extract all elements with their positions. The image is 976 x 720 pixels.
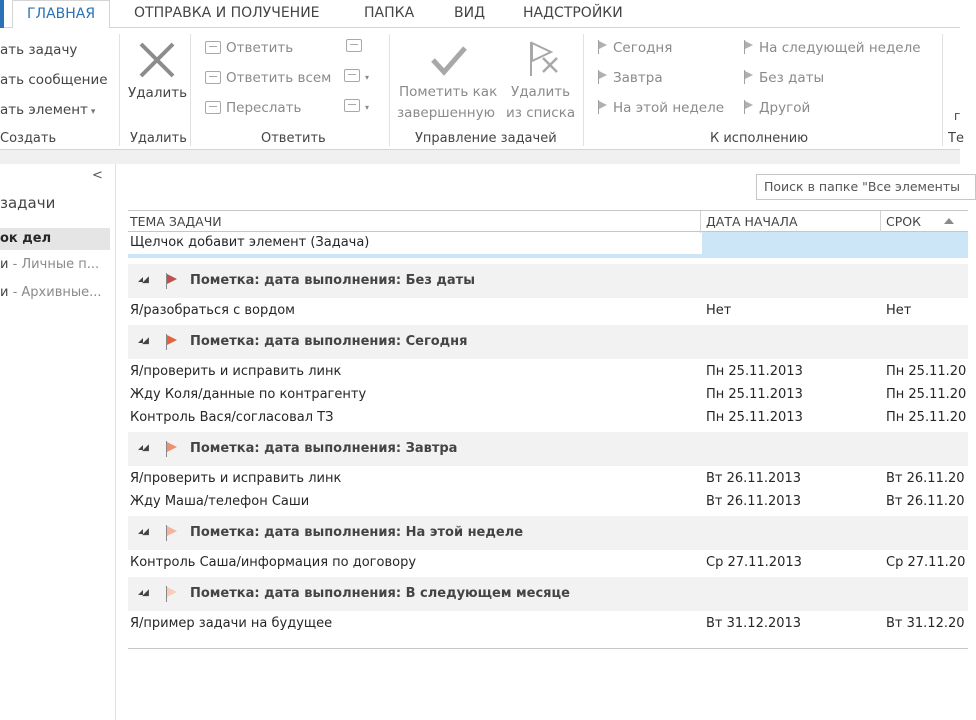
dropdown-arrow-icon: ▾ xyxy=(365,103,370,112)
checkmark-icon[interactable] xyxy=(429,42,469,78)
task-row[interactable] xyxy=(128,407,968,430)
group-label-manage: Управление задачей xyxy=(415,131,557,146)
column-header-subject[interactable]: ТЕМА ЗАДАЧИ xyxy=(130,214,222,229)
flag-icon xyxy=(166,525,178,541)
task-row[interactable] xyxy=(128,613,968,636)
ribbon-tab-bar xyxy=(0,0,960,28)
group-title: Пометка: дата выполнения: Без даты xyxy=(190,273,475,288)
followup-next-week-label: На следующей неделе xyxy=(759,40,921,56)
flag-icon xyxy=(598,40,608,54)
followup-next-week[interactable] xyxy=(744,40,921,56)
flag-icon xyxy=(166,334,178,350)
followup-custom-label: Другой xyxy=(759,100,811,116)
folder-pane-title xyxy=(0,194,55,212)
meeting-icon[interactable] xyxy=(346,38,367,54)
new-task-prompt: Щелчок добавит элемент (Задача) xyxy=(130,235,370,250)
task-row[interactable] xyxy=(128,491,968,514)
new-task-row[interactable] xyxy=(128,232,968,254)
new-task-underline xyxy=(128,254,968,258)
group-title: Пометка: дата выполнения: Сегодня xyxy=(190,334,468,349)
reply-all-button[interactable] xyxy=(205,70,331,86)
task-due: Вт 26.11.20 xyxy=(886,471,965,486)
list-bottom-border xyxy=(128,648,968,649)
task-row[interactable] xyxy=(128,552,968,575)
task-row[interactable] xyxy=(128,468,968,491)
task-subject: Жду Маша/телефон Саши xyxy=(130,494,310,509)
reply-all-icon xyxy=(205,71,221,84)
task-subject: Я/проверить и исправить линк xyxy=(130,471,342,486)
followup-no-date-label: Без даты xyxy=(759,70,825,86)
new-task-button[interactable]: ать задачу xyxy=(0,42,78,58)
column-separator[interactable] xyxy=(880,211,881,233)
nav-item-sub: - Архивные... xyxy=(8,285,102,300)
nav-item-sub: - Личные п... xyxy=(8,257,100,272)
search-placeholder: Поиск в папке "Все элементы xyxy=(764,179,960,194)
forward-label: Переслать xyxy=(226,100,302,116)
folder-pane-title-text: задачи xyxy=(0,194,56,212)
followup-this-week-label: На этой неделе xyxy=(613,100,725,116)
task-start: Пн 25.11.2013 xyxy=(706,387,803,402)
nav-item-main: и xyxy=(0,285,9,300)
task-subject: Контроль Саша/информация по договору xyxy=(130,555,417,570)
remove-from-list-line2[interactable]: из списка xyxy=(506,105,576,121)
flag-icon xyxy=(166,586,178,602)
cut-off-label: г xyxy=(954,109,961,123)
tab-addins[interactable]: НАДСТРОЙКИ xyxy=(523,5,623,21)
group-separator xyxy=(190,34,191,146)
task-row[interactable] xyxy=(128,384,968,407)
followup-today[interactable] xyxy=(598,40,672,56)
group-separator xyxy=(583,34,584,146)
delete-button[interactable]: Удалить xyxy=(128,85,188,101)
im-icon[interactable] xyxy=(344,68,369,86)
group-title: Пометка: дата выполнения: На этой неделе xyxy=(190,525,524,540)
search-input[interactable] xyxy=(756,174,976,200)
task-due: Ср 27.11.20 xyxy=(886,555,966,570)
remove-flag-icon[interactable] xyxy=(525,40,561,78)
task-due: Пн 25.11.20 xyxy=(886,387,967,402)
group-header[interactable]: ◢ Пометка: дата выполнения: Завтра xyxy=(128,432,968,466)
delete-x-icon[interactable] xyxy=(137,40,177,80)
more-icon xyxy=(344,99,360,112)
remove-from-list-line1[interactable]: Удалить xyxy=(511,84,571,100)
reply-label: Ответить xyxy=(226,40,294,56)
flag-icon xyxy=(598,70,608,84)
flag-icon xyxy=(166,441,178,457)
task-row[interactable] xyxy=(128,361,968,384)
new-items-button[interactable] xyxy=(0,102,95,120)
reply-button[interactable] xyxy=(205,40,293,56)
tab-view[interactable]: ВИД xyxy=(454,5,486,21)
group-header[interactable]: ◢ Пометка: дата выполнения: Сегодня xyxy=(128,325,968,359)
meeting-grid-icon xyxy=(346,39,362,52)
im-bubble-icon xyxy=(344,69,360,82)
nav-item-main: и xyxy=(0,257,9,272)
nav-item-tasks-personal[interactable] xyxy=(0,254,110,276)
group-header[interactable]: ◢ Пометка: дата выполнения: В следующем месяце xyxy=(128,577,968,611)
task-start: Нет xyxy=(706,303,732,318)
task-start: Вт 26.11.2013 xyxy=(706,471,802,486)
new-email-button[interactable]: ать сообщение xyxy=(0,72,108,88)
group-header[interactable]: ◢ Пометка: дата выполнения: На этой неделе xyxy=(128,516,968,550)
task-list-pane xyxy=(116,164,967,720)
task-due: Пн 25.11.20 xyxy=(886,410,967,425)
mark-complete-line2[interactable]: завершенную xyxy=(397,105,495,121)
task-start: Вт 26.11.2013 xyxy=(706,494,802,509)
followup-tomorrow[interactable] xyxy=(598,70,663,86)
group-separator xyxy=(389,34,390,146)
task-start: Пн 25.11.2013 xyxy=(706,364,803,379)
flag-icon xyxy=(166,273,178,289)
forward-icon xyxy=(205,101,221,114)
ribbon xyxy=(0,28,964,150)
nav-item-main: ок дел xyxy=(0,231,52,246)
group-header[interactable]: ◢ Пометка: дата выполнения: Без даты xyxy=(128,264,968,298)
more-respond-icon[interactable] xyxy=(344,98,369,116)
collapse-pane-button[interactable]: < xyxy=(92,168,103,183)
task-due: Вт 31.12.20 xyxy=(886,616,965,631)
followup-tomorrow-label: Завтра xyxy=(613,70,663,86)
flag-icon xyxy=(744,100,754,114)
group-title: Пометка: дата выполнения: В следующем месяце xyxy=(190,586,570,601)
group-label-respond: Ответить xyxy=(261,131,326,146)
task-due: Пн 25.11.20 xyxy=(886,364,967,379)
group-label-delete: Удалить xyxy=(130,131,187,146)
task-subject: Контроль Вася/согласовал ТЗ xyxy=(130,410,334,425)
task-due: Нет xyxy=(886,303,912,318)
tab-folder[interactable]: ПАПКА xyxy=(364,5,415,21)
reply-icon xyxy=(205,41,221,54)
cut-off-group-label: Те xyxy=(948,131,964,146)
task-row[interactable] xyxy=(128,300,968,323)
task-subject: Я/проверить и исправить линк xyxy=(130,364,342,379)
flag-icon xyxy=(744,40,754,54)
followup-custom[interactable] xyxy=(744,100,810,116)
ribbon-gap xyxy=(0,150,960,164)
task-subject: Жду Коля/данные по контрагенту xyxy=(130,387,367,402)
column-separator[interactable] xyxy=(700,211,701,233)
new-items-label: ать элемент xyxy=(0,102,88,118)
group-separator xyxy=(942,34,943,146)
sort-ascending-icon xyxy=(944,218,954,224)
mark-complete-line1[interactable]: Пометить как xyxy=(399,84,498,100)
folder-pane xyxy=(0,164,116,720)
followup-today-label: Сегодня xyxy=(613,40,673,56)
task-subject: Я/пример задачи на будущее xyxy=(130,616,333,631)
nav-item-todo-list[interactable] xyxy=(0,228,110,250)
task-subject: Я/разобраться с вордом xyxy=(130,303,295,318)
group-label-create: Создать xyxy=(0,131,57,146)
followup-no-date[interactable] xyxy=(744,70,824,86)
reply-all-label: Ответить всем xyxy=(226,70,332,86)
followup-this-week[interactable] xyxy=(598,100,724,116)
dropdown-arrow-icon: ▾ xyxy=(365,73,370,82)
task-due: Вт 26.11.20 xyxy=(886,494,965,509)
task-start: Пн 25.11.2013 xyxy=(706,410,803,425)
task-start: Вт 31.12.2013 xyxy=(706,616,802,631)
column-header-start[interactable]: ДАТА НАЧАЛА xyxy=(706,214,798,229)
tab-send-receive[interactable]: ОТПРАВКА И ПОЛУЧЕНИЕ xyxy=(134,5,320,21)
tab-home[interactable]: ГЛАВНАЯ xyxy=(12,0,110,29)
group-title: Пометка: дата выполнения: Завтра xyxy=(190,441,458,456)
column-header-row xyxy=(128,210,968,232)
flag-icon xyxy=(744,70,754,84)
file-tab-edge[interactable] xyxy=(0,0,4,28)
group-label-followup: К исполнению xyxy=(710,131,809,146)
dropdown-arrow-icon: ▾ xyxy=(90,107,96,117)
column-header-due[interactable]: СРОК xyxy=(886,214,921,229)
group-separator xyxy=(119,34,120,146)
flag-icon xyxy=(598,100,608,114)
forward-button[interactable] xyxy=(205,100,301,116)
task-start: Ср 27.11.2013 xyxy=(706,555,802,570)
nav-item-tasks-archive[interactable] xyxy=(0,282,110,304)
new-task-date-cell[interactable] xyxy=(702,232,968,254)
